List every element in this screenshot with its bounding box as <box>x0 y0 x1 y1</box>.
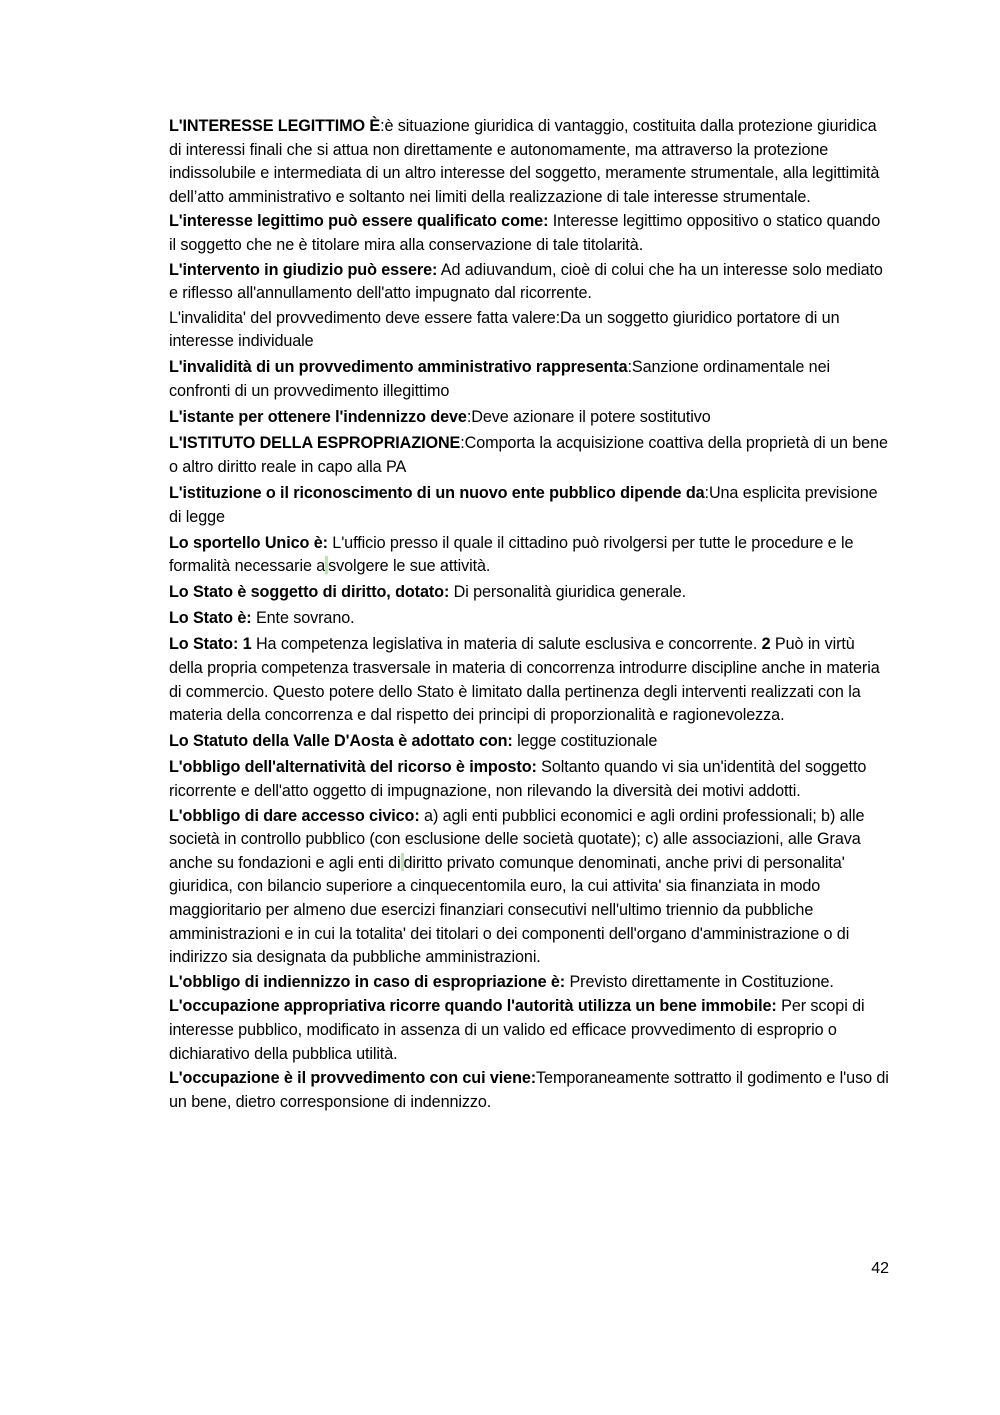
entry-sportello-unico <box>169 532 891 579</box>
entry-text: L'invalidita' del provvedimento deve essere fatta valere:Da un soggetto giuridico portatore di un interesse individuale <box>169 308 840 351</box>
entry-term: L'obbligo dell'alternatività del ricorso è imposto: <box>169 758 537 777</box>
entry-text: :Sanzione ordinamentale nei confronti di un provvedimento illegittimo <box>169 358 830 401</box>
entry-text: :Deve azionare il potere sostitutivo <box>466 408 711 427</box>
entry-istante-indennizzo <box>169 406 891 430</box>
entry-text: L'ufficio presso il quale il cittadino può rivolgersi per tutte le procedure e le formalità necessarie a <box>169 533 854 576</box>
entry-occupazione-provvedimento <box>169 1067 891 1114</box>
entry-term: L'ISTITUTO DELLA ESPROPRIAZIONE <box>169 434 461 453</box>
entry-statuto-valle-aosta <box>169 730 891 754</box>
page-number: 42 <box>871 1260 889 1277</box>
entry-term: L'invalidità di un provvedimento amministrativo rappresenta <box>169 358 628 377</box>
entry-term: L'occupazione è il provvedimento con cui viene: <box>169 1069 537 1088</box>
entry-text: Ente sovrano. <box>251 609 355 628</box>
entry-term: L'INTERESSE LEGITTIMO È <box>169 117 381 135</box>
entry-text: :è situazione giuridica di vantaggio, costituita dalla protezione giuridica di interessi finali che si attua non direttamente e autonomamente, ma attraverso la protezione indissolubile e intermediata di un altro interesse del soggetto, meramente strumentale, alla legittimità dell’atto amministrativo e soltanto nei limiti della realizzazione di tale interesse strumentale. <box>169 117 880 206</box>
entry-interesse-legittimo <box>169 115 891 209</box>
entry-text: legge costituzionale <box>512 732 658 751</box>
entry-term: Lo Stato è: <box>169 609 252 628</box>
entry-term: Lo Statuto della Valle D'Aosta è adottato con: <box>169 732 513 751</box>
entry-istituzione-ente <box>169 482 891 529</box>
entry-text-continued: diritto privato comunque denominati, anche privi di personalita' giuridica, con bilancio superiore a cinquecentomila euro, la cui attivita' sia finanziata in modo maggioritario per almeno due esercizi finanziari consecutivi nell'ultimo triennio da pubbliche amministrazioni e in cui la totalita' dei titolari o dei componenti dell'organo d'amministrazione o di indirizzo sia designata da pubbliche amministrazioni. <box>169 853 850 967</box>
entry-term: L'istante per ottenere l'indennizzo deve <box>169 408 467 427</box>
entry-text: a) agli enti pubblici economici e agli ordini professionali; b) alle società in controllo pubblico (con esclusione delle società quotate); c) alle associazioni, alle Grava anche su fondazioni e agli enti di <box>169 806 865 872</box>
entry-text: Interesse legittimo oppositivo o statico quando il soggetto che ne è titolare mira alla conservazione di tale titolarità. <box>169 212 881 254</box>
entry-invalidita-provvedimento <box>169 307 891 354</box>
entry-term: L'occupazione appropriativa ricorre quando l'autorità utilizza un bene immobile: <box>169 997 777 1016</box>
entry-number: 1 <box>238 635 252 654</box>
entry-text: Per scopi di interesse pubblico, modificato in assenza di un valido ed efficace provvedimento di esproprio o dichiarativo della pubblica utilità. <box>169 997 865 1063</box>
entry-istituto-espropriazione <box>169 432 891 479</box>
entry-text: Temporaneamente sottratto il godimento e l'uso di un bene, dietro corresponsione di indennizzo. <box>169 1069 889 1111</box>
entry-intervento-giudizio <box>169 259 891 306</box>
entry-term: Lo Stato è soggetto di diritto, dotato: <box>169 583 450 602</box>
entry-invalidita-rappresenta <box>169 356 891 403</box>
entry-text: :Una esplicita previsione di legge <box>169 483 878 526</box>
entry-term: L'intervento in giudizio può essere: <box>169 260 438 279</box>
entry-interesse-qualificato <box>169 210 891 257</box>
entry-accesso-civico <box>169 805 891 970</box>
entry-text: Ha competenza legislativa in materia di salute esclusiva e concorrente. <box>251 635 762 654</box>
entry-term: L'istituzione o il riconoscimento di un nuovo ente pubblico dipende da <box>169 483 705 502</box>
entry-stato-competenza <box>169 633 891 727</box>
document-body <box>169 115 891 1115</box>
entry-stato-ente <box>169 607 891 631</box>
entry-text-continued: Può in virtù della propria competenza trasversale in materia di concorrenza introdurre discipline anche in materia di commercio. Questo potere dello Stato è limitato dalla pertinenza degli interventi realizzati con la materia della concorrenza e dal rispetto dei principi di proporzionalità e ragionevolezza. <box>169 635 880 725</box>
entry-occupazione-appropriativa <box>169 995 891 1066</box>
entry-term: L'obbligo di dare accesso civico: <box>169 806 420 825</box>
entry-term: L'interesse legittimo può essere qualificato come: <box>169 212 549 231</box>
entry-obbligo-indennizzo <box>169 971 891 995</box>
entry-text: Ad adiuvandum, cioè di colui che ha un interesse solo mediato e riflesso all'annullamento dell'atto impugnato dal ricorrente. <box>169 260 883 303</box>
entry-text-continued: svolgere le sue attività. <box>328 557 491 576</box>
entry-stato-soggetto <box>169 581 891 605</box>
entry-number: 2 <box>761 635 771 654</box>
entry-term: Lo sportello Unico è: <box>169 533 328 552</box>
entry-text: :Comporta la acquisizione coattiva della proprietà di un bene o altro diritto reale in capo alla PA <box>169 434 888 476</box>
entry-term: Lo Stato: <box>169 635 239 654</box>
entry-obbligo-alternativita <box>169 756 891 803</box>
entry-text: Soltanto quando vi sia un'identità del soggetto ricorrente e dell'atto oggetto di impugnazione, non rilevando la diversità dei motivi addotti. <box>169 758 867 801</box>
entry-text: Di personalità giuridica generale. <box>449 583 687 602</box>
entry-text: Previsto direttamente in Costituzione. <box>565 972 834 991</box>
entry-term: L'obbligo di indiennizzo in caso di espropriazione è: <box>169 972 566 991</box>
